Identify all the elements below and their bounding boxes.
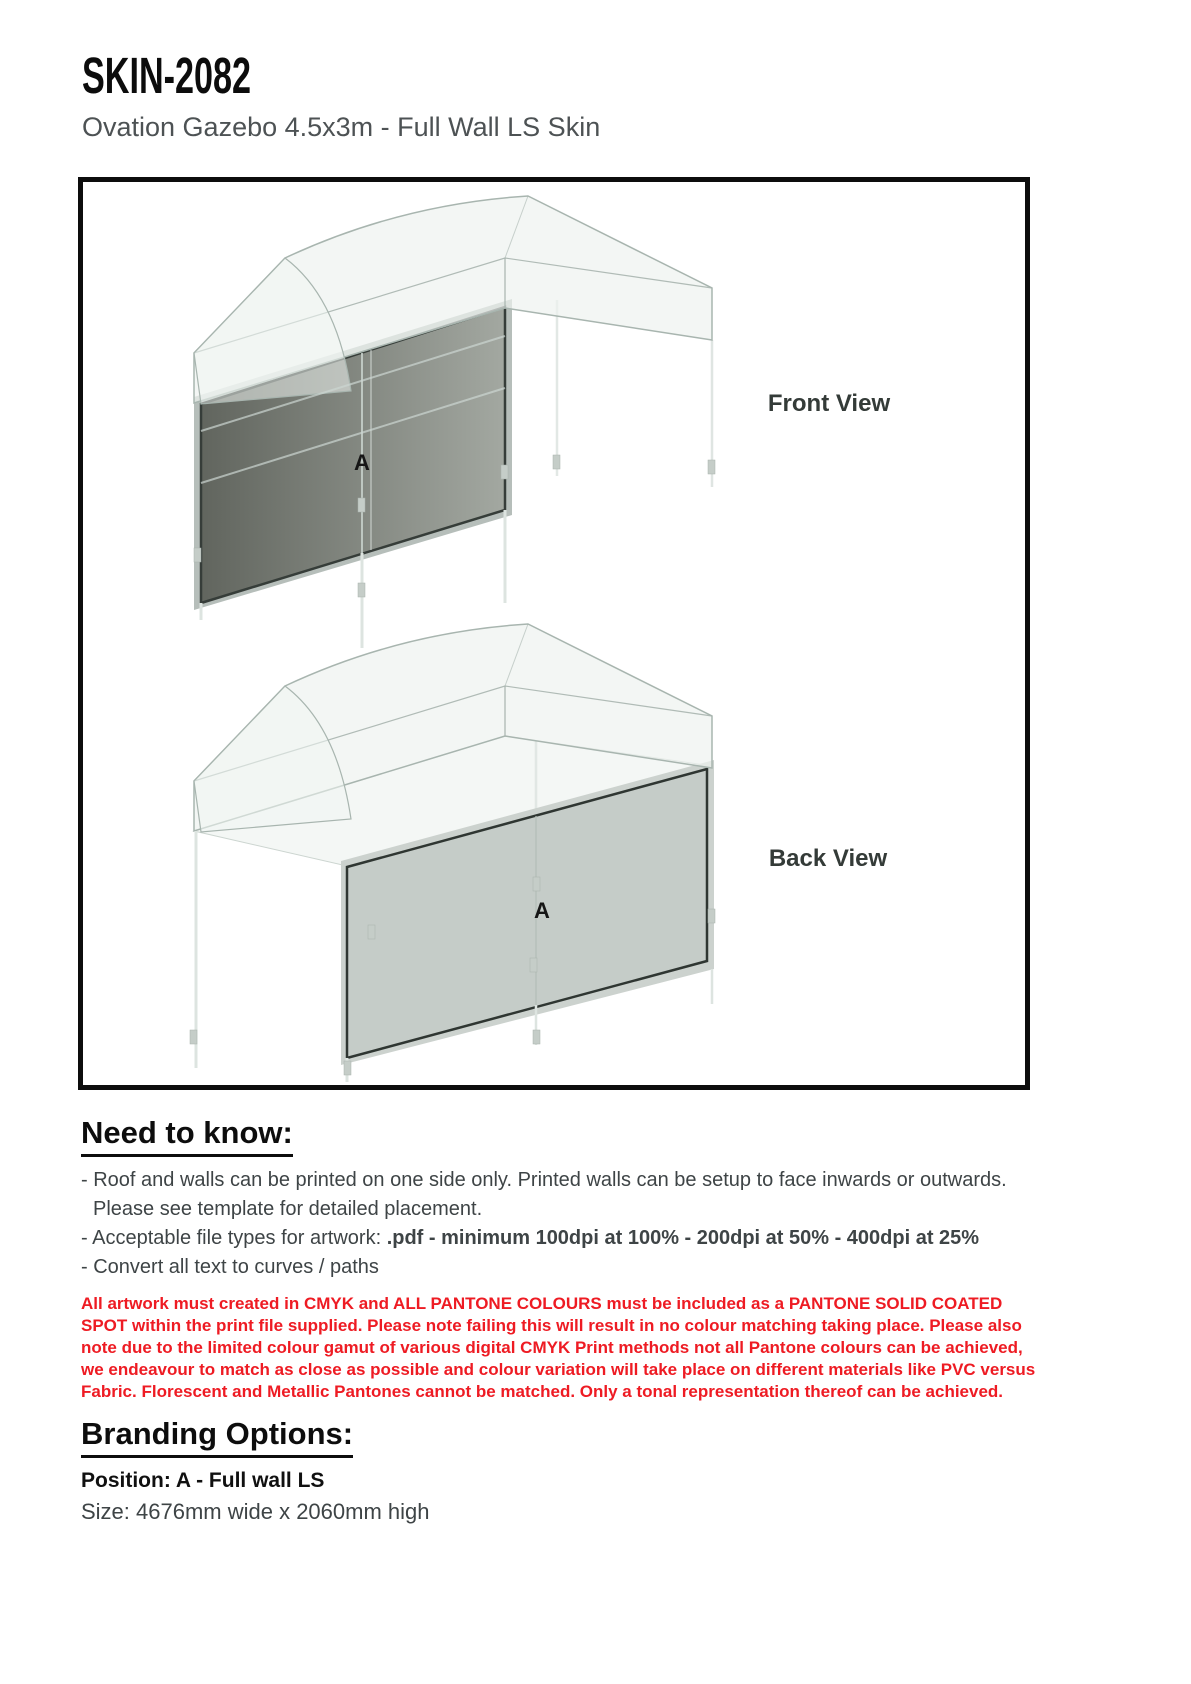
page-subtitle: Ovation Gazebo 4.5x3m - Full Wall LS Skin [82,112,601,142]
branding-options-heading: Branding Options: [81,1416,353,1458]
back-view-label: Back View [768,845,888,872]
gazebo-diagram [83,182,1025,1085]
bullet-curves: - Convert all text to curves / paths [81,1256,379,1278]
branding-position: Position: A - Full wall LS [81,1469,325,1492]
front-position-marker-a: A [354,450,370,475]
pantone-warning-text: All artwork must created in CMYK and ALL PANTONE COLOURS must be included as a PANTONE SOLID COATED SPOT within the print file supplied. Please note failing this will result in no colour matching taking place. Please also note due to the limited colour gamut of various digital CMYK Print methods not all Pantone colours can be achieved, we endeavour to match as close as possible and colour variation will take place on different materials like PVC versus Fabric. Florescent and Metallic Pantones cannot be matched. Only a tonal representation thereof can be achieved. [81,1294,1036,1401]
diagram-panel [78,177,1030,1090]
back-view-diagram [190,624,887,1082]
branding-size: Size: 4676mm wide x 2060mm high [81,1499,430,1524]
front-view-label: Front View [767,390,891,417]
back-position-marker-a: A [534,898,550,923]
front-view-diagram [194,196,890,648]
need-to-know-heading: Need to know: [81,1115,293,1157]
page-title: SKIN-2082 [82,47,252,104]
bullet-file-types [81,1224,1007,1253]
need-to-know-list [81,1166,1007,1282]
bullet-print-sides-cont: Please see template for detailed placement. [93,1198,483,1220]
bullet-print-sides: - Roof and walls can be printed on one side only. Printed walls can be setup to face inwards or outwards. [81,1169,1007,1191]
bullet-file-types-specs: .pdf - minimum 100dpi at 100% - 200dpi at 50% - 400dpi at 25% [386,1227,980,1249]
bullet-file-types-prefix: - Acceptable file types for artwork: [81,1227,387,1249]
